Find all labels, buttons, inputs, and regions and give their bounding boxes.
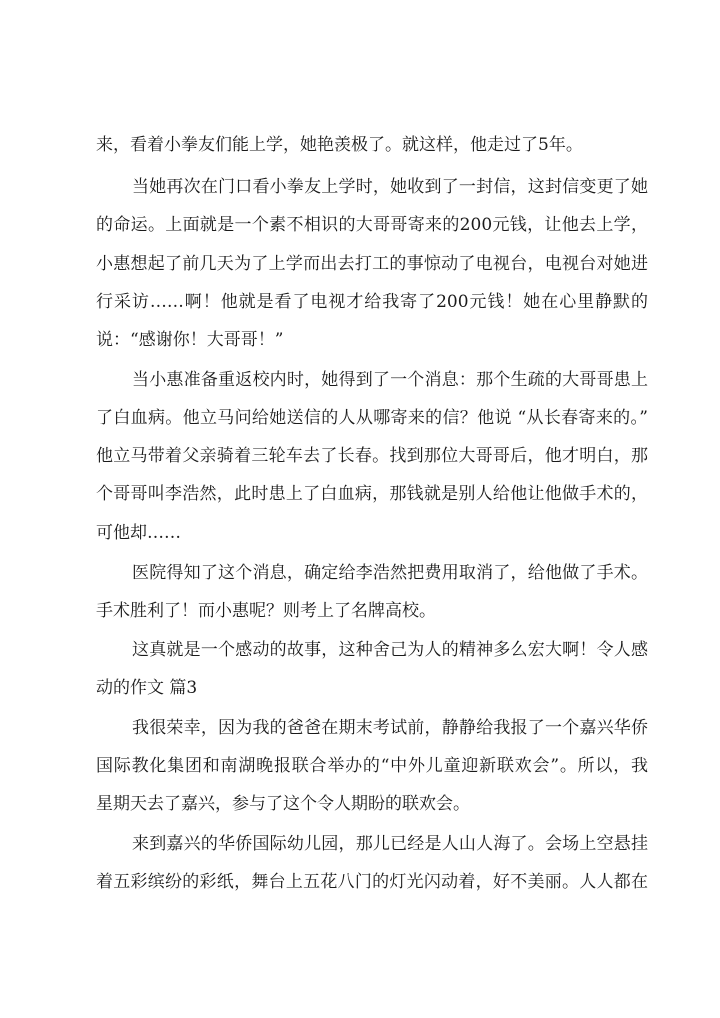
text-line: 个哥哥叫李浩然，此时患上了白血病，那钱就是别人给他让他做手术的， [96, 484, 648, 504]
text-line: 来到嘉兴的华侨国际幼儿园，那儿已经是人山人海了。会场上空悬挂 [132, 834, 648, 854]
text-line: 说：“感谢你！大哥哥！” [96, 330, 284, 350]
text-line: 我很荣幸，因为我的爸爸在期末考试前，静静给我报了一个嘉兴华侨 [132, 718, 648, 738]
text-line: 当她再次在门口看小拳友上学时，她收到了一封信，这封信变更了她 [132, 177, 648, 197]
text-line: 星期天去了嘉兴，参与了这个令人期盼的联欢会。 [96, 794, 470, 814]
text-line: 可他却…… [96, 523, 181, 543]
text-line: 着五彩缤纷的彩纸，舞台上五花八门的灯光闪动着，好不美丽。人人都在 [96, 872, 648, 892]
text-line: 当小惠准备重返校内时，她得到了一个消息：那个生疏的大哥哥患上 [132, 370, 648, 390]
text-line: 小惠想起了前几天为了上学而出去打工的事惊动了电视台，电视台对她进 [96, 254, 648, 274]
text-line: 行采访……啊！他就是看了电视才给我寄了200元钱！她在心里静默的 [96, 292, 648, 312]
text-line: 国际教化集团和南湖晚报联合举办的“中外儿童迎新联欢会”。所以，我 [96, 756, 648, 776]
text-line: 这真就是一个感动的故事，这种舍己为人的精神多么宏大啊！令人感 [132, 640, 648, 660]
text-line: 手术胜利了！而小惠呢？则考上了名牌高校。 [96, 601, 436, 621]
text-line: 动的作文 篇3 [96, 678, 198, 698]
text-line: 他立马带着父亲骑着三轮车去了长春。找到那位大哥哥后，他才明白，那 [96, 446, 648, 466]
text-line: 医院得知了这个消息，确定给李浩然把费用取消了，给他做了手术。 [132, 563, 648, 583]
text-line: 来，看着小拳友们能上学，她艳羡极了。就这样，他走过了5年。 [96, 135, 583, 155]
text-line: 了白血病。他立马问给她送信的人从哪寄来的信？他说 “从长春寄来的。” [96, 408, 648, 428]
text-line: 的命运。上面就是一个素不相识的大哥哥寄来的200元钱，让他去上学， [96, 215, 648, 235]
